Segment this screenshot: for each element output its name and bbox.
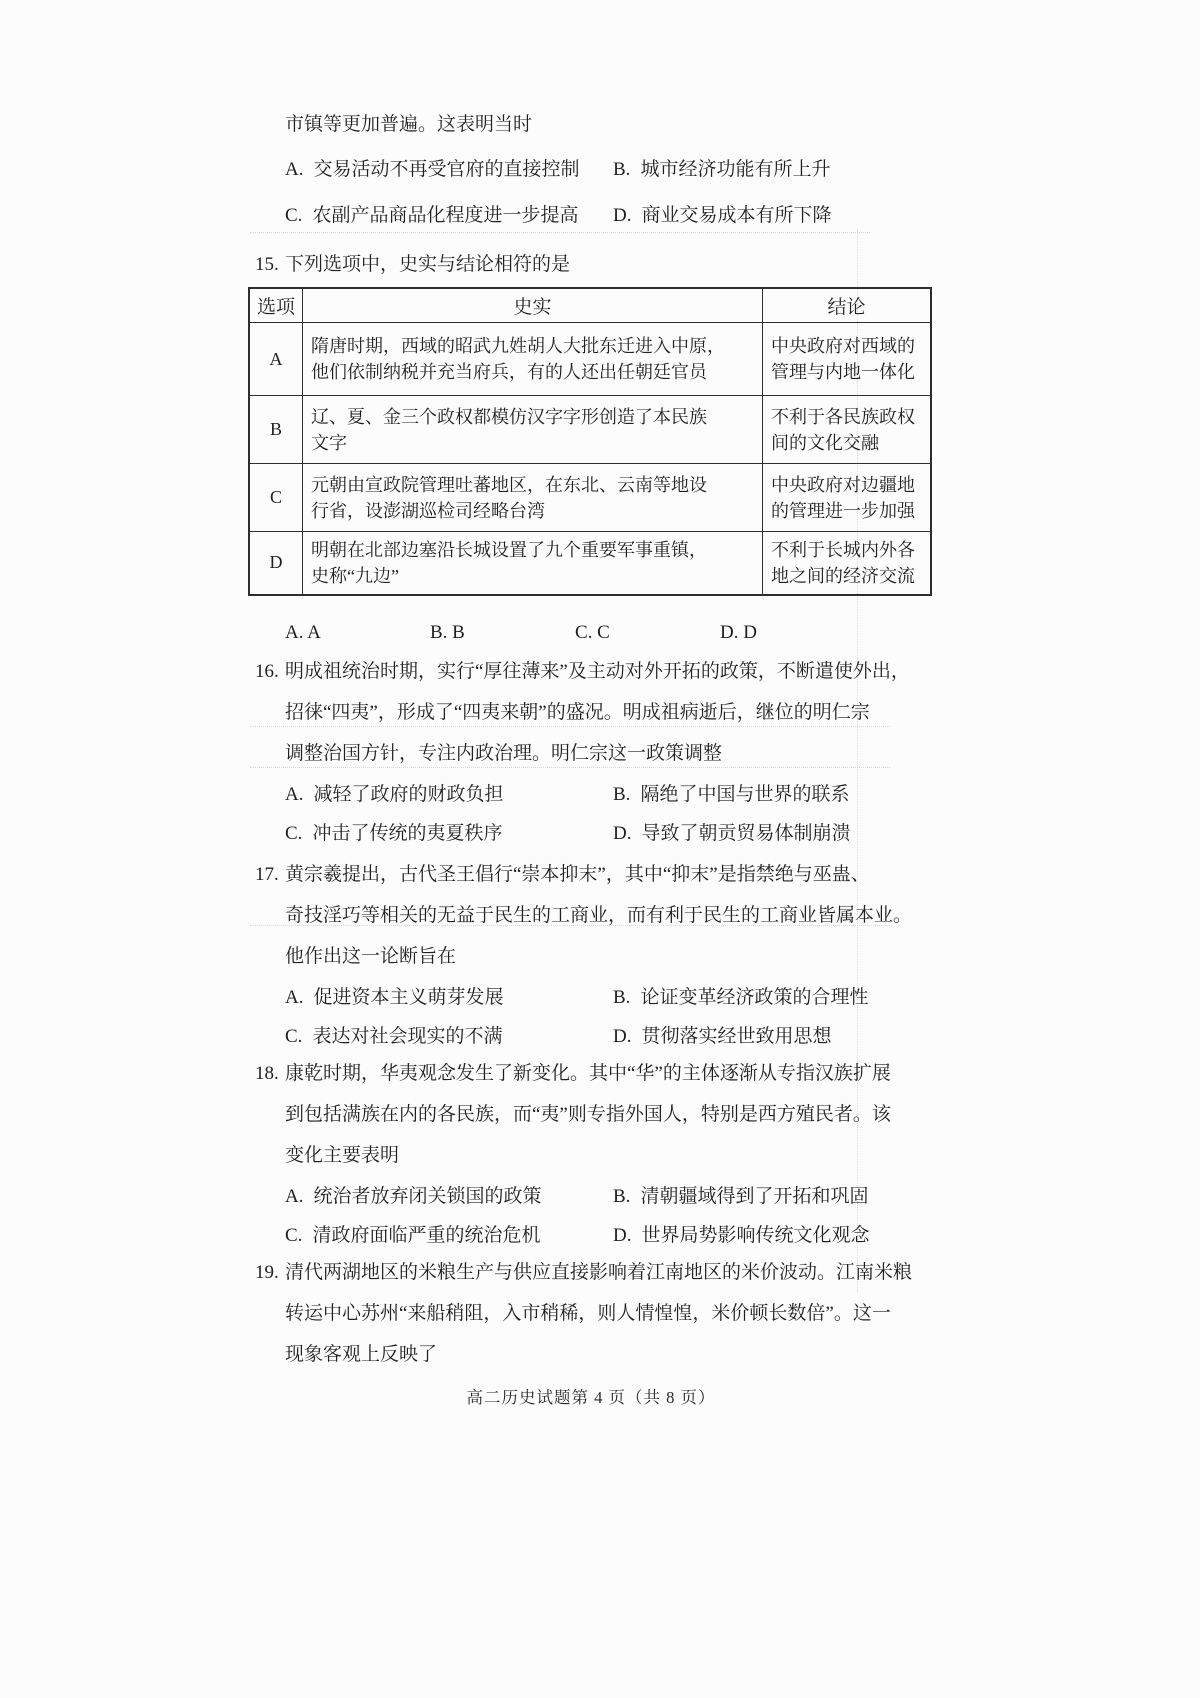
option-label: D.	[613, 822, 632, 844]
option-label: B.	[613, 159, 631, 180]
q14-options	[285, 155, 927, 230]
conclusion-line: 的管理进一步加强	[771, 500, 915, 521]
q14-option-a	[285, 155, 613, 184]
question-16	[255, 657, 927, 848]
q18-stem-line	[255, 1059, 927, 1088]
option-text: 统治者放弃闭关锁国的政策	[313, 1185, 542, 1207]
conclusion-line: 间的文化交融	[771, 432, 879, 453]
fact-cell	[303, 532, 763, 595]
table-row	[249, 396, 931, 464]
stem-text: 下列选项中，史实与结论相符的是	[285, 254, 571, 275]
q15-answer-options	[285, 618, 927, 647]
option-text: 隔绝了中国与世界的联系	[640, 783, 850, 805]
option-text: 贯彻落实经世致用思想	[641, 1025, 832, 1047]
table-row	[249, 464, 931, 532]
q19-stem-line: 转运中心苏州“来船稍阻，入市稍稀，则人情惶惶，米价顿长数倍”。这一	[285, 1302, 891, 1324]
q18-stem-line: 变化主要表明	[285, 1144, 400, 1166]
q14-option-d	[613, 201, 927, 230]
conclusion-cell	[763, 396, 932, 464]
stem-text: 黄宗羲提出，古代圣王倡行“崇本抑末”，其中“抑末”是指禁绝与巫蛊、	[285, 863, 870, 885]
fact-line: 明朝在北部边塞沿长城设置了九个重要军事重镇，	[311, 539, 707, 560]
option-text: 农副产品商品化程度进一步提高	[312, 205, 579, 226]
option-label: B.	[613, 783, 631, 805]
q19-stem-line	[255, 1258, 927, 1287]
q15-table	[248, 287, 932, 596]
question-number: 17.	[255, 863, 279, 885]
q16-stem-line: 调整治国方针，专注内政治理。明仁宗这一政策调整	[285, 742, 723, 764]
q16-option-d	[613, 819, 927, 848]
fact-line: 文字	[311, 432, 347, 453]
stem-text: 明成祖统治时期，实行“厚往薄来”及主动对外开拓的政策，不断遣使外出，	[285, 660, 910, 682]
fact-line: 元朝由宣政院管理吐蕃地区，在东北、云南等地设	[311, 474, 707, 495]
question-17	[255, 860, 927, 1051]
option-letter: B	[249, 396, 303, 464]
option-text: 清政府面临严重的统治危机	[312, 1224, 541, 1246]
conclusion-line: 不利于长城内外各	[771, 539, 915, 560]
header-option: 选项	[249, 288, 303, 323]
option-label: A.	[285, 159, 304, 180]
option-text: 冲击了传统的夷夏秩序	[312, 822, 503, 844]
q14-option-b	[613, 155, 927, 184]
question-19	[255, 1258, 927, 1369]
q18-option-a	[285, 1182, 613, 1211]
conclusion-line: 中央政府对西域的	[771, 336, 915, 356]
q14-continuation-line: 市镇等更加普遍。这表明当时	[285, 114, 533, 135]
q17-stem-line	[255, 860, 927, 889]
q16-option-c	[285, 819, 613, 848]
fact-line: 史称“九边”	[311, 565, 399, 586]
q18-option-d	[613, 1221, 927, 1250]
q16-option-a	[285, 780, 613, 809]
table-row	[249, 323, 931, 396]
fact-line: 行省，设澎湖巡检司经略台湾	[311, 500, 545, 521]
fact-line: 他们依制纳税并充当府兵，有的人还出任朝廷官员	[311, 362, 707, 382]
option-label: C.	[285, 1025, 303, 1047]
option-text: 减轻了政府的财政负担	[313, 783, 504, 805]
option-text: 清朝疆域得到了开拓和巩固	[640, 1185, 869, 1207]
option-label: D.	[613, 1224, 632, 1246]
q15-answer-d: D. D	[720, 621, 757, 643]
question-number: 19.	[255, 1261, 279, 1283]
conclusion-cell	[763, 464, 932, 532]
conclusion-cell	[763, 323, 932, 396]
conclusion-line: 中央政府对边疆地	[771, 474, 915, 495]
option-label: C.	[285, 205, 303, 226]
header-conclusion: 结论	[763, 288, 932, 323]
q17-options	[285, 983, 927, 1051]
option-text: 商业交易成本有所下降	[641, 205, 832, 226]
conclusion-line: 地之间的经济交流	[771, 565, 915, 586]
conclusion-line: 管理与内地一体化	[771, 362, 915, 382]
option-label: C.	[285, 1224, 303, 1246]
q16-stem-line	[255, 657, 927, 686]
q17-option-c	[285, 1022, 613, 1051]
option-letter: A	[249, 323, 303, 396]
option-label: B.	[613, 986, 631, 1008]
option-text: 论证变革经济政策的合理性	[640, 986, 869, 1008]
option-text: 导致了朝贡贸易体制崩溃	[641, 822, 851, 844]
question-number: 18.	[255, 1062, 279, 1084]
question-number: 15.	[255, 254, 279, 275]
q15-answer-b: B. B	[430, 621, 465, 643]
option-text: 世界局势影响传统文化观念	[641, 1224, 870, 1246]
q16-stem-line: 招徕“四夷”，形成了“四夷来朝”的盛况。明成祖病逝后，继位的明仁宗	[285, 701, 870, 723]
table-row	[249, 532, 931, 595]
q18-option-c	[285, 1221, 613, 1250]
option-label: A.	[285, 783, 304, 805]
option-label: D.	[613, 205, 632, 226]
fact-line: 辽、夏、金三个政权都模仿汉字字形创造了本民族	[311, 406, 707, 427]
option-text: 城市经济功能有所上升	[640, 159, 831, 180]
fact-cell	[303, 323, 763, 396]
q17-stem-line: 他作出这一论断旨在	[285, 945, 457, 967]
q15-answer-a: A. A	[285, 621, 321, 643]
q17-option-d	[613, 1022, 927, 1051]
q18-option-b	[613, 1182, 927, 1211]
option-text: 促进资本主义萌芽发展	[313, 986, 504, 1008]
q17-option-b	[613, 983, 927, 1012]
exam-content	[255, 105, 927, 1381]
option-text: 表达对社会现实的不满	[312, 1025, 503, 1047]
option-label: B.	[613, 1185, 631, 1207]
stem-text: 清代两湖地区的米粮生产与供应直接影响着江南地区的米价波动。江南米粮	[285, 1261, 913, 1283]
header-fact: 史实	[303, 288, 763, 323]
question-18	[255, 1059, 927, 1250]
stem-text: 康乾时期，华夷观念发生了新变化。其中“华”的主体逐渐从专指汉族扩展	[285, 1062, 891, 1084]
option-label: D.	[613, 1025, 632, 1047]
question-15	[255, 250, 927, 647]
conclusion-line: 不利于各民族政权	[771, 406, 915, 427]
q19-stem-line: 现象客观上反映了	[285, 1343, 438, 1365]
fact-cell	[303, 464, 763, 532]
q15-stem	[255, 250, 927, 279]
q16-option-b	[613, 780, 927, 809]
q14-option-c	[285, 201, 613, 230]
option-letter: D	[249, 532, 303, 595]
q18-options	[285, 1182, 927, 1250]
option-label: A.	[285, 986, 304, 1008]
page-footer: 高二历史试题第 4 页（共 8 页）	[466, 1388, 716, 1407]
option-letter: C	[249, 464, 303, 532]
conclusion-cell	[763, 532, 932, 595]
fact-cell	[303, 396, 763, 464]
q18-stem-line: 到包括满族在内的各民族，而“夷”则专指外国人，特别是西方殖民者。该	[285, 1103, 891, 1125]
table-header-row	[249, 288, 931, 323]
q16-options	[285, 780, 927, 848]
q17-stem-line: 奇技淫巧等相关的无益于民生的工商业，而有利于民生的工商业皆属本业。	[285, 904, 913, 926]
fact-line: 隋唐时期，西域的昭武九姓胡人大批东迁进入中原，	[311, 336, 725, 356]
q17-option-a	[285, 983, 613, 1012]
question-number: 16.	[255, 660, 279, 682]
option-label: A.	[285, 1185, 304, 1207]
option-label: C.	[285, 822, 303, 844]
q15-answer-c: C. C	[575, 621, 610, 643]
option-text: 交易活动不再受官府的直接控制	[313, 159, 580, 180]
